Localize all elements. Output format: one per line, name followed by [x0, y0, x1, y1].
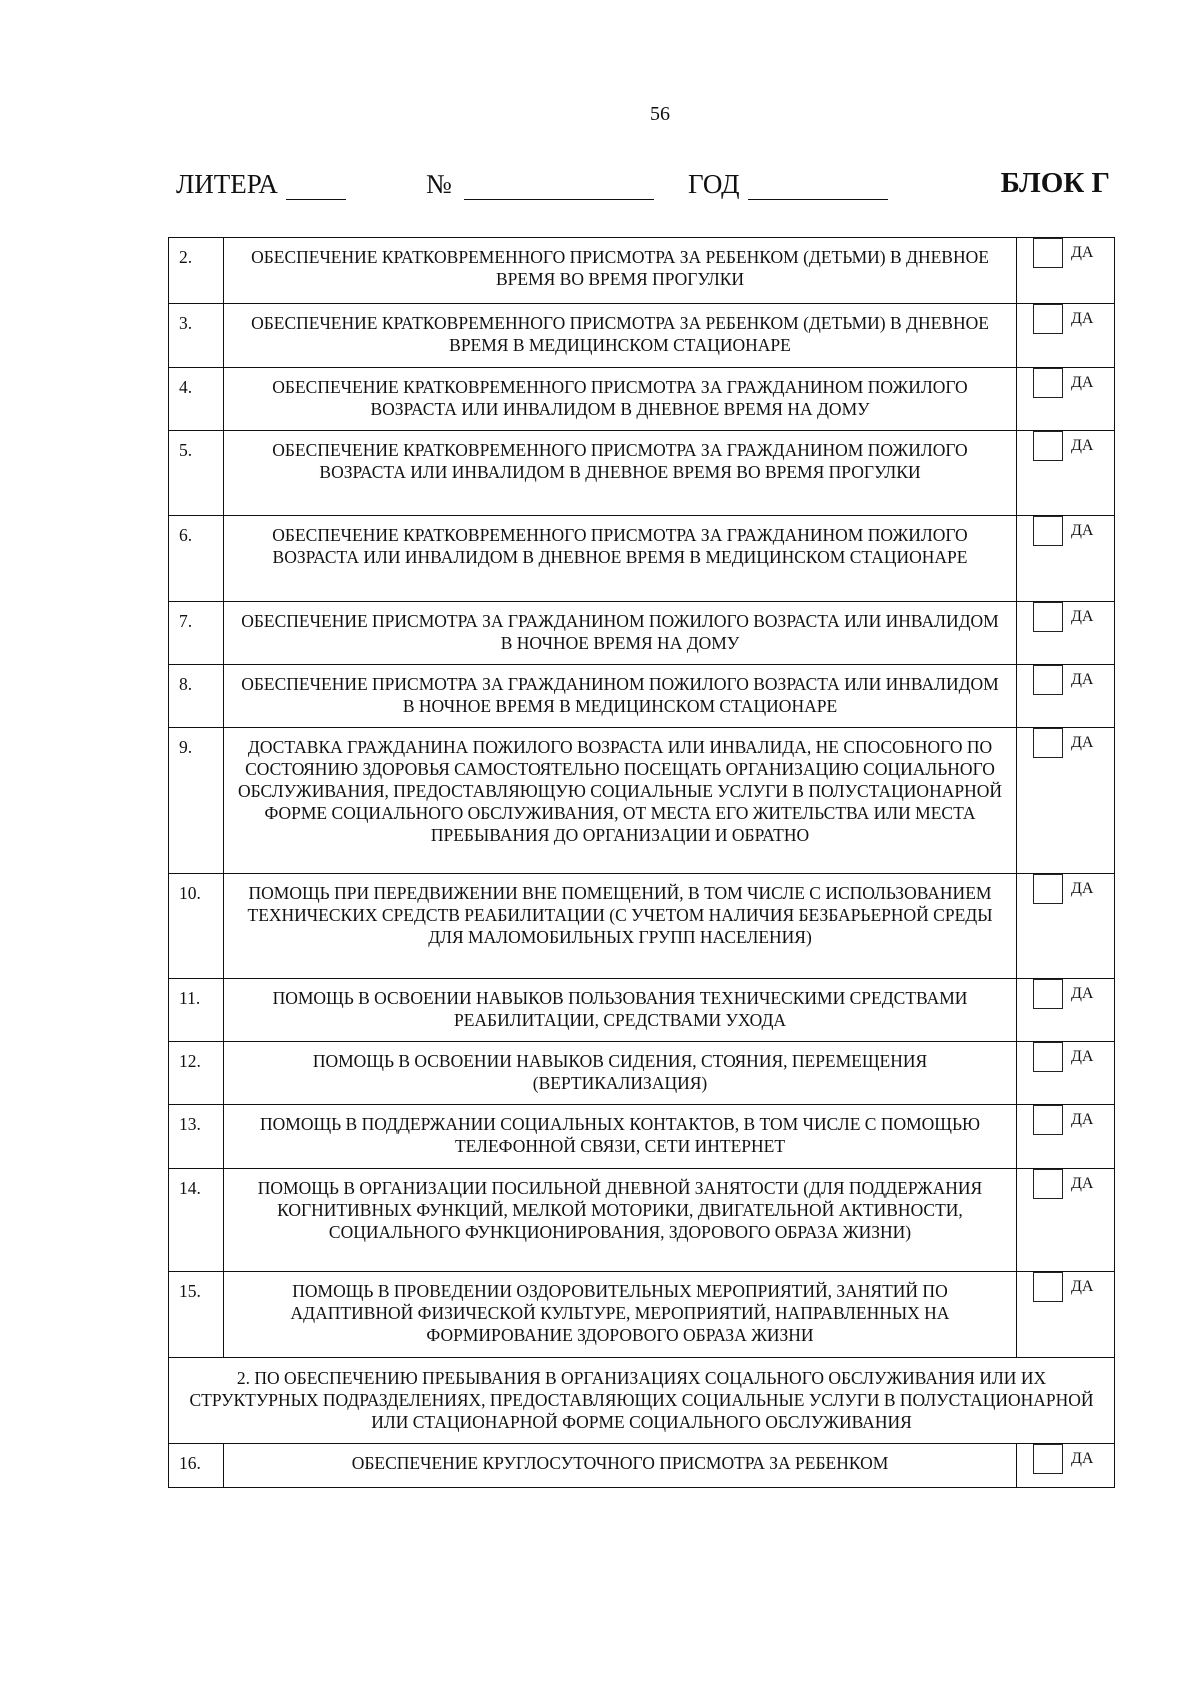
service-description: ПОМОЩЬ В ОСВОЕНИИ НАВЫКОВ ПОЛЬЗОВАНИЯ ТЕХНИЧЕСКИМИ СРЕДСТВАМИ РЕАБИЛИТАЦИИ, СРЕДСТВАМИ УХОДА	[224, 979, 1017, 1042]
table-row	[169, 368, 1115, 431]
litera-field[interactable]	[176, 169, 346, 200]
table-row	[169, 1444, 1115, 1488]
row-number: 5.	[169, 431, 224, 516]
checkbox-cell	[1017, 1272, 1115, 1358]
table-row	[169, 238, 1115, 304]
service-description: ОБЕСПЕЧЕНИЕ ПРИСМОТРА ЗА ГРАЖДАНИНОМ ПОЖИЛОГО ВОЗРАСТА ИЛИ ИНВАЛИДОМ В НОЧНОЕ ВРЕМЯ НА ДОМУ	[224, 602, 1017, 665]
checkbox-cell	[1017, 602, 1115, 665]
service-description: ПОМОЩЬ В ПОДДЕРЖАНИИ СОЦИАЛЬНЫХ КОНТАКТОВ, В ТОМ ЧИСЛЕ С ПОМОЩЬЮ ТЕЛЕФОННОЙ СВЯЗИ, СЕТИ ИНТЕРНЕТ	[224, 1105, 1017, 1169]
form-header	[176, 160, 1110, 200]
checkbox-cell	[1017, 304, 1115, 368]
table-row	[169, 516, 1115, 602]
row-number: 7.	[169, 602, 224, 665]
service-description: ОБЕСПЕЧЕНИЕ ПРИСМОТРА ЗА ГРАЖДАНИНОМ ПОЖИЛОГО ВОЗРАСТА ИЛИ ИНВАЛИДОМ В НОЧНОЕ ВРЕМЯ В МЕДИЦИНСКОМ СТАЦИОНАРЕ	[224, 665, 1017, 728]
yes-checkbox[interactable]	[1033, 238, 1063, 268]
service-description: ПОМОЩЬ В ОСВОЕНИИ НАВЫКОВ СИДЕНИЯ, СТОЯНИЯ, ПЕРЕМЕЩЕНИЯ (ВЕРТИКАЛИЗАЦИЯ)	[224, 1042, 1017, 1105]
yes-label: ДА	[1071, 880, 1094, 897]
table-row	[169, 979, 1115, 1042]
row-number: 13.	[169, 1105, 224, 1169]
section-title: 2. ПО ОБЕСПЕЧЕНИЮ ПРЕБЫВАНИЯ В ОРГАНИЗАЦИЯХ СОЦАЛЬНОГО ОБСЛУЖИВАНИЯ ИЛИ ИХ СТРУКТУРНЫХ ПОДРАЗДЕЛЕНИЯХ, ПРЕДОСТАВЛЯЮЩИХ СОЦИАЛЬНЫЕ УСЛУГИ В ПОЛУСТАЦИОНАРНОЙ ИЛИ СТАЦИОНАРНОЙ ФОРМЕ СОЦИАЛЬНОГО ОБСЛУЖИВАНИЯ	[169, 1358, 1115, 1444]
checkbox-cell	[1017, 874, 1115, 979]
service-description: ДОСТАВКА ГРАЖДАНИНА ПОЖИЛОГО ВОЗРАСТА ИЛИ ИНВАЛИДА, НЕ СПОСОБНОГО ПО СОСТОЯНИЮ ЗДОРОВЬЯ САМОСТОЯТЕЛЬНО ПОСЕЩАТЬ ОРГАНИЗАЦИЮ СОЦИАЛЬНОГО ОБСЛУЖИВАНИЯ, ПРЕДОСТАВЛЯЮЩУЮ СОЦИАЛЬНЫЕ УСЛУГИ В ПОЛУСТАЦИОНАРНОЙ ФОРМЕ СОЦИАЛЬНОГО ОБСЛУЖИВАНИЯ, ОТ МЕСТА ЕГО ЖИТЕЛЬСТВА ИЛИ МЕСТА ПРЕБЫВАНИЯ ДО ОРГАНИЗАЦИИ И ОБРАТНО	[224, 728, 1017, 874]
services-table	[168, 237, 1115, 1488]
row-number: 9.	[169, 728, 224, 874]
service-description: ОБЕСПЕЧЕНИЕ КРАТКОВРЕМЕННОГО ПРИСМОТРА ЗА ГРАЖДАНИНОМ ПОЖИЛОГО ВОЗРАСТА ИЛИ ИНВАЛИДОМ В ДНЕВНОЕ ВРЕМЯ ВО ВРЕМЯ ПРОГУЛКИ	[224, 431, 1017, 516]
row-number: 6.	[169, 516, 224, 602]
row-number: 3.	[169, 304, 224, 368]
yes-label: ДА	[1071, 1111, 1094, 1128]
yes-label: ДА	[1071, 734, 1094, 751]
yes-checkbox[interactable]	[1033, 1444, 1063, 1474]
yes-label: ДА	[1071, 671, 1094, 688]
yes-label: ДА	[1071, 244, 1094, 261]
yes-label: ДА	[1071, 374, 1094, 391]
block-label: БЛОК Г	[1000, 167, 1110, 199]
table-row	[169, 1169, 1115, 1272]
table-row	[169, 602, 1115, 665]
table-row	[169, 1105, 1115, 1169]
yes-checkbox[interactable]	[1033, 516, 1063, 546]
service-description: ОБЕСПЕЧЕНИЕ КРАТКОВРЕМЕННОГО ПРИСМОТРА ЗА ГРАЖДАНИНОМ ПОЖИЛОГО ВОЗРАСТА ИЛИ ИНВАЛИДОМ В ДНЕВНОЕ ВРЕМЯ В МЕДИЦИНСКОМ СТАЦИОНАРЕ	[224, 516, 1017, 602]
table-row	[169, 1042, 1115, 1105]
yes-label: ДА	[1071, 522, 1094, 539]
service-description: ПОМОЩЬ В ОРГАНИЗАЦИИ ПОСИЛЬНОЙ ДНЕВНОЙ ЗАНЯТОСТИ (ДЛЯ ПОДДЕРЖАНИЯ КОГНИТИВНЫХ ФУНКЦИЙ, МЕЛКОЙ МОТОРИКИ, ДВИГАТЕЛЬНОЙ АКТИВНОСТИ, СОЦИАЛЬНОГО ФУНКЦИОНИРОВАНИЯ, ЗДОРОВОГО ОБРАЗА ЖИЗНИ)	[224, 1169, 1017, 1272]
yes-checkbox[interactable]	[1033, 728, 1063, 758]
litera-blank[interactable]	[286, 173, 346, 200]
yes-label: ДА	[1071, 1278, 1094, 1295]
litera-label: ЛИТЕРА	[176, 169, 278, 199]
checkbox-cell	[1017, 368, 1115, 431]
checkbox-cell	[1017, 1169, 1115, 1272]
yes-checkbox[interactable]	[1033, 1042, 1063, 1072]
yes-label: ДА	[1071, 985, 1094, 1002]
yes-label: ДА	[1071, 608, 1094, 625]
page-number: 56	[650, 103, 670, 125]
table-row	[169, 431, 1115, 516]
section-header-row	[169, 1358, 1115, 1444]
yes-checkbox[interactable]	[1033, 602, 1063, 632]
service-description: ОБЕСПЕЧЕНИЕ КРАТКОВРЕМЕННОГО ПРИСМОТРА ЗА РЕБЕНКОМ (ДЕТЬМИ) В ДНЕВНОЕ ВРЕМЯ ВО ВРЕМЯ ПРОГУЛКИ	[224, 238, 1017, 304]
row-number: 4.	[169, 368, 224, 431]
year-blank[interactable]	[748, 173, 888, 200]
row-number: 12.	[169, 1042, 224, 1105]
number-blank[interactable]	[464, 173, 654, 200]
yes-checkbox[interactable]	[1033, 368, 1063, 398]
service-description: ПОМОЩЬ ПРИ ПЕРЕДВИЖЕНИИ ВНЕ ПОМЕЩЕНИЙ, В ТОМ ЧИСЛЕ С ИСПОЛЬЗОВАНИЕМ ТЕХНИЧЕСКИХ СРЕДСТВ РЕАБИЛИТАЦИИ (С УЧЕТОМ НАЛИЧИЯ БЕЗБАРЬЕРНОЙ СРЕДЫ ДЛЯ МАЛОМОБИЛЬНЫХ ГРУПП НАСЕЛЕНИЯ)	[224, 874, 1017, 979]
table-row	[169, 304, 1115, 368]
yes-checkbox[interactable]	[1033, 304, 1063, 334]
yes-checkbox[interactable]	[1033, 1105, 1063, 1135]
yes-label: ДА	[1071, 1048, 1094, 1065]
yes-checkbox[interactable]	[1033, 431, 1063, 461]
checkbox-cell	[1017, 1444, 1115, 1488]
checkbox-cell	[1017, 665, 1115, 728]
table-row	[169, 1272, 1115, 1358]
services-table-body	[169, 238, 1115, 1488]
yes-checkbox[interactable]	[1033, 1272, 1063, 1302]
checkbox-cell	[1017, 979, 1115, 1042]
yes-checkbox[interactable]	[1033, 874, 1063, 904]
row-number: 8.	[169, 665, 224, 728]
number-field[interactable]	[426, 169, 654, 200]
service-description: ПОМОЩЬ В ПРОВЕДЕНИИ ОЗДОРОВИТЕЛЬНЫХ МЕРОПРИЯТИЙ, ЗАНЯТИЙ ПО АДАПТИВНОЙ ФИЗИЧЕСКОЙ КУЛЬТУРЕ, МЕРОПРИЯТИЙ, НАПРАВЛЕННЫХ НА ФОРМИРОВАНИЕ ЗДОРОВОГО ОБРАЗА ЖИЗНИ	[224, 1272, 1017, 1358]
row-number: 2.	[169, 238, 224, 304]
year-field[interactable]	[688, 169, 888, 200]
checkbox-cell	[1017, 431, 1115, 516]
checkbox-cell	[1017, 1105, 1115, 1169]
service-description: ОБЕСПЕЧЕНИЕ КРАТКОВРЕМЕННОГО ПРИСМОТРА ЗА РЕБЕНКОМ (ДЕТЬМИ) В ДНЕВНОЕ ВРЕМЯ В МЕДИЦИНСКОМ СТАЦИОНАРЕ	[224, 304, 1017, 368]
service-description: ОБЕСПЕЧЕНИЕ КРУГЛОСУТОЧНОГО ПРИСМОТРА ЗА РЕБЕНКОМ	[224, 1444, 1017, 1488]
table-row	[169, 728, 1115, 874]
row-number: 11.	[169, 979, 224, 1042]
checkbox-cell	[1017, 516, 1115, 602]
checkbox-cell	[1017, 1042, 1115, 1105]
yes-label: ДА	[1071, 1175, 1094, 1192]
yes-label: ДА	[1071, 437, 1094, 454]
number-label: №	[426, 169, 452, 199]
row-number: 15.	[169, 1272, 224, 1358]
yes-checkbox[interactable]	[1033, 665, 1063, 695]
service-description: ОБЕСПЕЧЕНИЕ КРАТКОВРЕМЕННОГО ПРИСМОТРА ЗА ГРАЖДАНИНОМ ПОЖИЛОГО ВОЗРАСТА ИЛИ ИНВАЛИДОМ В ДНЕВНОЕ ВРЕМЯ НА ДОМУ	[224, 368, 1017, 431]
table-row	[169, 665, 1115, 728]
yes-checkbox[interactable]	[1033, 1169, 1063, 1199]
row-number: 14.	[169, 1169, 224, 1272]
row-number: 10.	[169, 874, 224, 979]
yes-label: ДА	[1071, 310, 1094, 327]
checkbox-cell	[1017, 728, 1115, 874]
yes-label: ДА	[1071, 1450, 1094, 1467]
year-label: ГОД	[688, 169, 740, 199]
table-row	[169, 874, 1115, 979]
yes-checkbox[interactable]	[1033, 979, 1063, 1009]
checkbox-cell	[1017, 238, 1115, 304]
row-number: 16.	[169, 1444, 224, 1488]
